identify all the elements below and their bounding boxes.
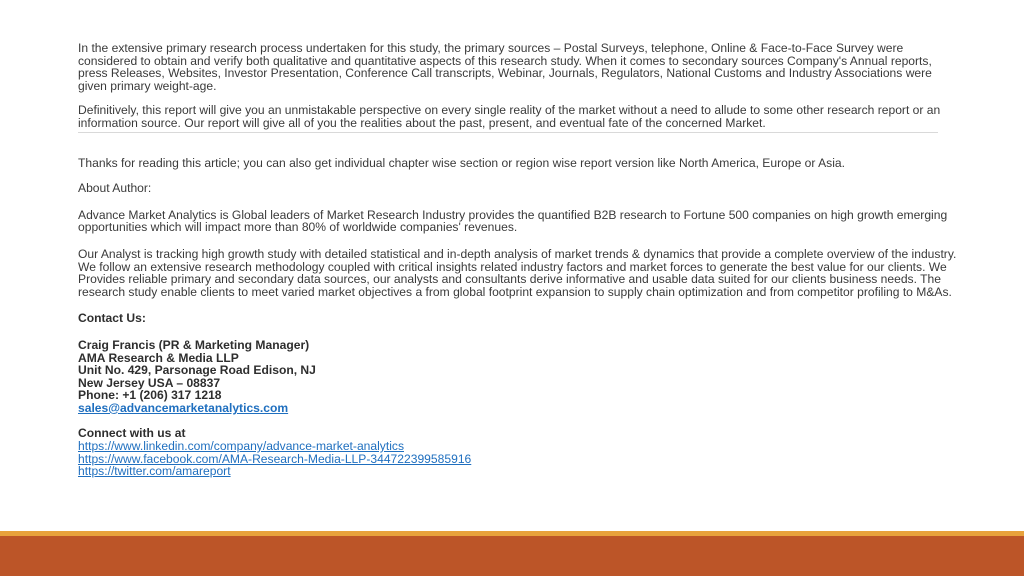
research-process-paragraph: In the extensive primary research process undertaken for this study, the primary sources – Postal Surveys, telephone, Online & Face-to-Face Survey were considered to obtain and verify both qualitative and quantitative aspects of this research study. When it comes to secondary sources Company's Annual reports, press Releases, Websites, Investor Presentation, Conference Call transcripts, Webinar, Journals, Regulators, National Customs and Industry Associations were given primary weight-age. <box>78 41 932 93</box>
contact-heading: Contact Us: <box>78 311 146 326</box>
about-author-heading: About Author: <box>78 181 152 196</box>
slide-body <box>78 42 958 478</box>
footer-bar <box>0 536 1024 576</box>
twitter-link[interactable]: https://twitter.com/amareport <box>78 464 231 479</box>
contact-company: AMA Research & Media LLP <box>78 350 239 365</box>
contact-address: Unit No. 429, Parsonage Road Edison, NJ <box>78 363 316 378</box>
contact-region: New Jersey USA – 08837 <box>78 375 221 390</box>
divider-line <box>78 132 938 133</box>
contact-name: Craig Francis (PR & Marketing Manager) <box>78 337 310 352</box>
analyst-paragraph: Our Analyst is tracking high growth study with detailed statistical and in-depth analysis of market trends & dynamics that provide a complete overview of the industry. We follow an extensive research methodology coupled with critical insights related industry factors and market forces to generate the best value for our clients. We Provides reliable primary and secondary data sources, our analysts and consultants derive informative and usable data suited for our clients business needs. The research study enable clients to meet varied market objectives a from global footprint expansion to supply chain optimization and from competitor profiling to M&As. <box>78 246 957 299</box>
thanks-paragraph: Thanks for reading this article; you can also get individual chapter wise section or region wise report version like North America, Europe or Asia. <box>78 155 845 170</box>
contact-phone: Phone: +1 (206) 317 1218 <box>78 388 222 403</box>
connect-heading: Connect with us at <box>78 426 186 441</box>
facebook-link[interactable]: https://www.facebook.com/AMA-Research-Media-LLP-344722399585916 <box>78 451 472 466</box>
perspective-paragraph: Definitively, this report will give you an unmistakable perspective on every single reality of the market without a need to allude to some other research report or an information source. Our report will give all of you the realities about the past, present, and eventual fate of the concerned Market. <box>78 103 941 130</box>
company-description-paragraph: Advance Market Analytics is Global leaders of Market Research Industry provides the quantified B2B research to Fortune 500 companies on high growth emerging opportunities which will impact more than 80% of worldwide companies' revenues. <box>78 207 948 235</box>
connect-section <box>78 427 958 477</box>
contact-details <box>78 339 958 415</box>
linkedin-link[interactable]: https://www.linkedin.com/company/advance-market-analytics <box>78 439 404 454</box>
contact-email-link[interactable]: sales@advancemarketanalytics.com <box>78 400 289 415</box>
